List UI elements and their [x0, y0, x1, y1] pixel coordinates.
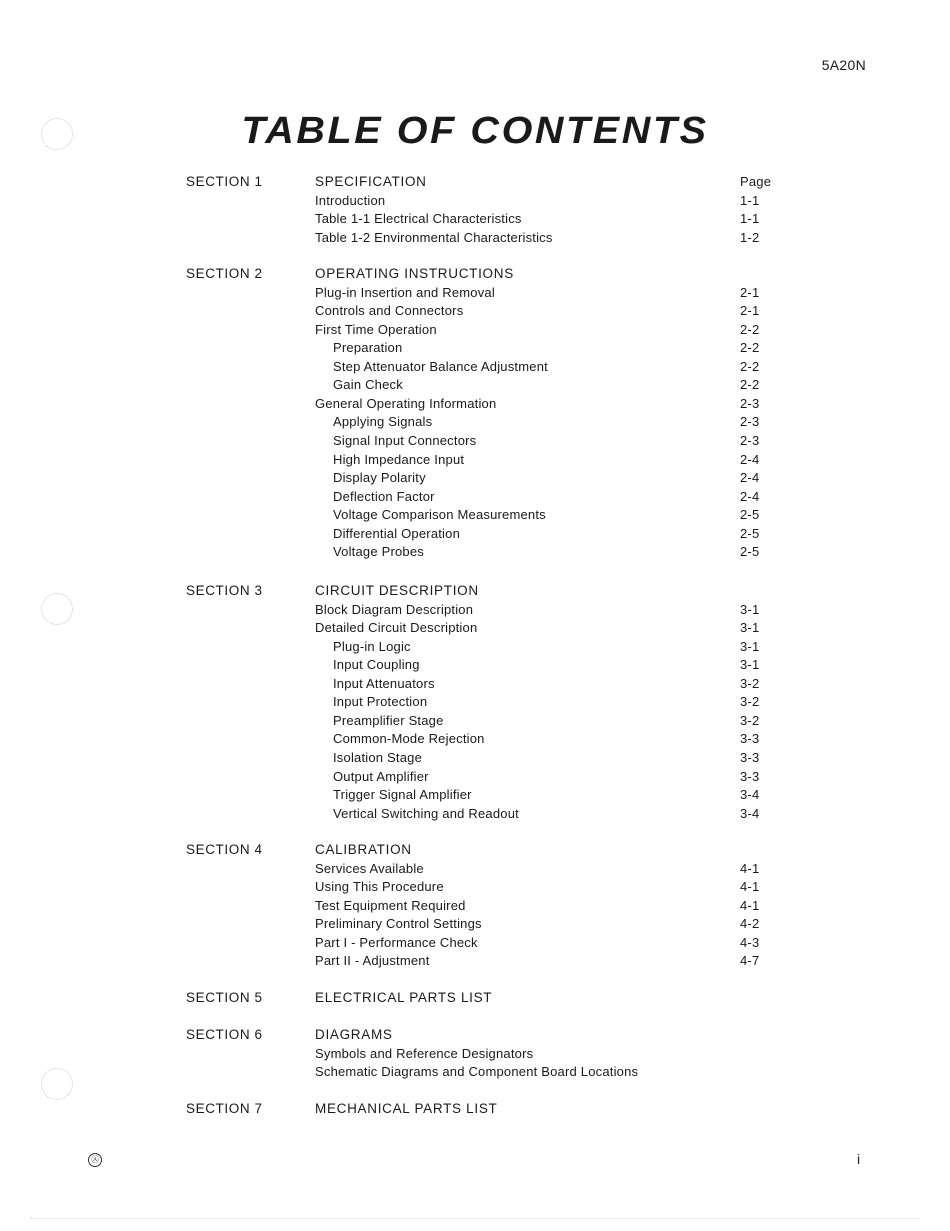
toc-entry — [0, 211, 950, 229]
section-title: ELECTRICAL PARTS LIST — [315, 990, 493, 1005]
publisher-mark: Ⓐ — [88, 1153, 102, 1167]
toc-entry — [0, 731, 950, 749]
toc-entry — [0, 544, 950, 562]
section-title: OPERATING INSTRUCTIONS — [315, 266, 514, 281]
entry-title: Differential Operation — [333, 525, 461, 541]
entry-title: Detailed Circuit Description — [315, 620, 478, 636]
entry-page-number: 3-3 — [740, 768, 760, 784]
section-label: SECTION 2 — [186, 266, 263, 281]
entry-page-number: 1-1 — [740, 211, 760, 227]
section-label: SECTION 3 — [186, 583, 263, 598]
entry-title: Signal Input Connectors — [333, 432, 477, 448]
entry-page-number: 4-7 — [740, 953, 760, 969]
entry-title: Deflection Factor — [333, 488, 435, 504]
entry-page-number: 3-2 — [740, 675, 760, 691]
entry-page-number: 2-5 — [740, 525, 760, 541]
toc-entry — [0, 433, 950, 451]
entry-page-number: 2-4 — [740, 451, 760, 467]
entry-title: First Time Operation — [315, 321, 437, 337]
section-heading-row — [0, 583, 950, 601]
entry-page-number: 2-3 — [740, 432, 760, 448]
toc-entry — [0, 452, 950, 470]
section-title: CIRCUIT DESCRIPTION — [315, 583, 479, 598]
section-label: SECTION 4 — [186, 842, 263, 857]
toc-entry — [0, 713, 950, 731]
toc-entry — [0, 303, 950, 321]
page-number: i — [857, 1151, 861, 1167]
entry-title: Symbols and Reference Designators — [315, 1045, 534, 1061]
toc-entry — [0, 879, 950, 897]
entry-title: Plug-in Insertion and Removal — [315, 284, 495, 300]
toc-entry — [0, 340, 950, 358]
entry-title: General Operating Information — [315, 395, 497, 411]
entry-page-number: 2-2 — [740, 358, 760, 374]
entry-page-number: 4-3 — [740, 934, 760, 950]
entry-page-number: 2-2 — [740, 321, 760, 337]
entry-page-number: 3-1 — [740, 620, 760, 636]
section-heading-row — [0, 174, 950, 192]
toc-entry — [0, 489, 950, 507]
entry-page-number: 3-2 — [740, 712, 760, 728]
entry-title: Input Protection — [333, 694, 428, 710]
toc-entry — [0, 470, 950, 488]
entry-page-number: 1-2 — [740, 229, 760, 245]
toc-entry — [0, 657, 950, 675]
entry-title: Using This Procedure — [315, 879, 444, 895]
toc-entry — [0, 769, 950, 787]
section-label: SECTION 7 — [186, 1101, 263, 1116]
entry-title: Plug-in Logic — [333, 638, 411, 654]
toc-entry — [0, 953, 950, 971]
toc-entry — [0, 602, 950, 620]
entry-title: Block Diagram Description — [315, 601, 474, 617]
entry-title: Vertical Switching and Readout — [333, 805, 519, 821]
entry-page-number: 2-1 — [740, 284, 760, 300]
section-title: DIAGRAMS — [315, 1027, 393, 1042]
toc-entry — [0, 861, 950, 879]
toc-entry — [0, 285, 950, 303]
page-column-header: Page — [740, 174, 772, 189]
entry-title: Step Attenuator Balance Adjustment — [333, 358, 548, 374]
entry-title: Trigger Signal Amplifier — [333, 787, 472, 803]
section-heading-row — [0, 842, 950, 860]
toc-entry — [0, 676, 950, 694]
section-heading-row — [0, 1027, 950, 1045]
toc-entry — [0, 806, 950, 824]
entry-page-number: 3-3 — [740, 731, 760, 747]
toc-entry — [0, 787, 950, 805]
entry-page-number: 2-2 — [740, 377, 760, 393]
entry-title: Isolation Stage — [333, 749, 423, 765]
entry-title: Input Attenuators — [333, 675, 435, 691]
entry-title: Gain Check — [333, 377, 403, 393]
toc-entry — [0, 898, 950, 916]
entry-title: Controls and Connectors — [315, 303, 464, 319]
entry-page-number: 2-1 — [740, 303, 760, 319]
document-code: 5A20N — [821, 57, 866, 73]
entry-page-number: 3-3 — [740, 749, 760, 765]
toc-entry — [0, 526, 950, 544]
toc-entry — [0, 507, 950, 525]
entry-page-number: 2-2 — [740, 340, 760, 356]
entry-page-number: 3-4 — [740, 805, 760, 821]
toc-entry — [0, 750, 950, 768]
entry-title: Common-Mode Rejection — [333, 731, 485, 747]
toc-entry — [0, 322, 950, 340]
entry-page-number: 3-1 — [740, 638, 760, 654]
entry-page-number: 2-3 — [740, 414, 760, 430]
section-title: SPECIFICATION — [315, 174, 427, 189]
toc-entry — [0, 694, 950, 712]
entry-title: High Impedance Input — [333, 451, 465, 467]
entry-page-number: 3-2 — [740, 694, 760, 710]
entry-page-number: 2-4 — [740, 470, 760, 486]
entry-page-number: 3-1 — [740, 657, 760, 673]
entry-title: Applying Signals — [333, 414, 433, 430]
section-title: CALIBRATION — [315, 842, 412, 857]
section-label: SECTION 1 — [186, 174, 263, 189]
entry-title: Services Available — [315, 860, 424, 876]
entry-page-number: 1-1 — [740, 192, 760, 208]
section-heading-row — [0, 990, 950, 1008]
toc-entry — [0, 414, 950, 432]
entry-title: Preparation — [333, 340, 403, 356]
punch-hole-mark — [41, 118, 73, 150]
entry-page-number: 4-1 — [740, 879, 760, 895]
entry-title: Part I - Performance Check — [315, 934, 478, 950]
section-label: SECTION 6 — [186, 1027, 263, 1042]
entry-title: Voltage Comparison Measurements — [333, 507, 546, 523]
entry-title: Output Amplifier — [333, 768, 429, 784]
entry-title: Table 1-2 Environmental Characteristics — [315, 229, 553, 245]
section-title: MECHANICAL PARTS LIST — [315, 1101, 498, 1116]
toc-entry — [0, 377, 950, 395]
section-heading-row — [0, 266, 950, 284]
entry-page-number: 3-1 — [740, 601, 760, 617]
entry-page-number: 2-5 — [740, 507, 760, 523]
entry-title: Introduction — [315, 192, 386, 208]
toc-entry — [0, 396, 950, 414]
entry-title: Voltage Probes — [333, 544, 424, 560]
entry-page-number: 3-4 — [740, 787, 760, 803]
entry-page-number: 2-3 — [740, 395, 760, 411]
toc-entry — [0, 620, 950, 638]
toc-entry — [0, 639, 950, 657]
toc-entry — [0, 359, 950, 377]
toc-entry — [0, 193, 950, 211]
section-label: SECTION 5 — [186, 990, 263, 1005]
entry-page-number: 4-1 — [740, 897, 760, 913]
entry-page-number: 4-1 — [740, 860, 760, 876]
entry-page-number: 4-2 — [740, 916, 760, 932]
toc-entry — [0, 1064, 950, 1082]
toc-entry — [0, 230, 950, 248]
toc-entry — [0, 916, 950, 934]
section-heading-row — [0, 1101, 950, 1119]
entry-page-number: 2-4 — [740, 488, 760, 504]
entry-title: Part II - Adjustment — [315, 953, 430, 969]
entry-page-number: 2-5 — [740, 544, 760, 560]
entry-title: Preamplifier Stage — [333, 712, 444, 728]
entry-title: Display Polarity — [333, 470, 426, 486]
toc-entry — [0, 935, 950, 953]
entry-title: Table 1-1 Electrical Characteristics — [315, 211, 522, 227]
toc-entry — [0, 1046, 950, 1064]
entry-title: Test Equipment Required — [315, 897, 466, 913]
entry-title: Schematic Diagrams and Component Board Locations — [315, 1064, 639, 1080]
scan-edge-line — [30, 1218, 920, 1219]
entry-title: Preliminary Control Settings — [315, 916, 482, 932]
entry-title: Input Coupling — [333, 657, 420, 673]
page-title: TABLE OF CONTENTS — [241, 110, 709, 152]
